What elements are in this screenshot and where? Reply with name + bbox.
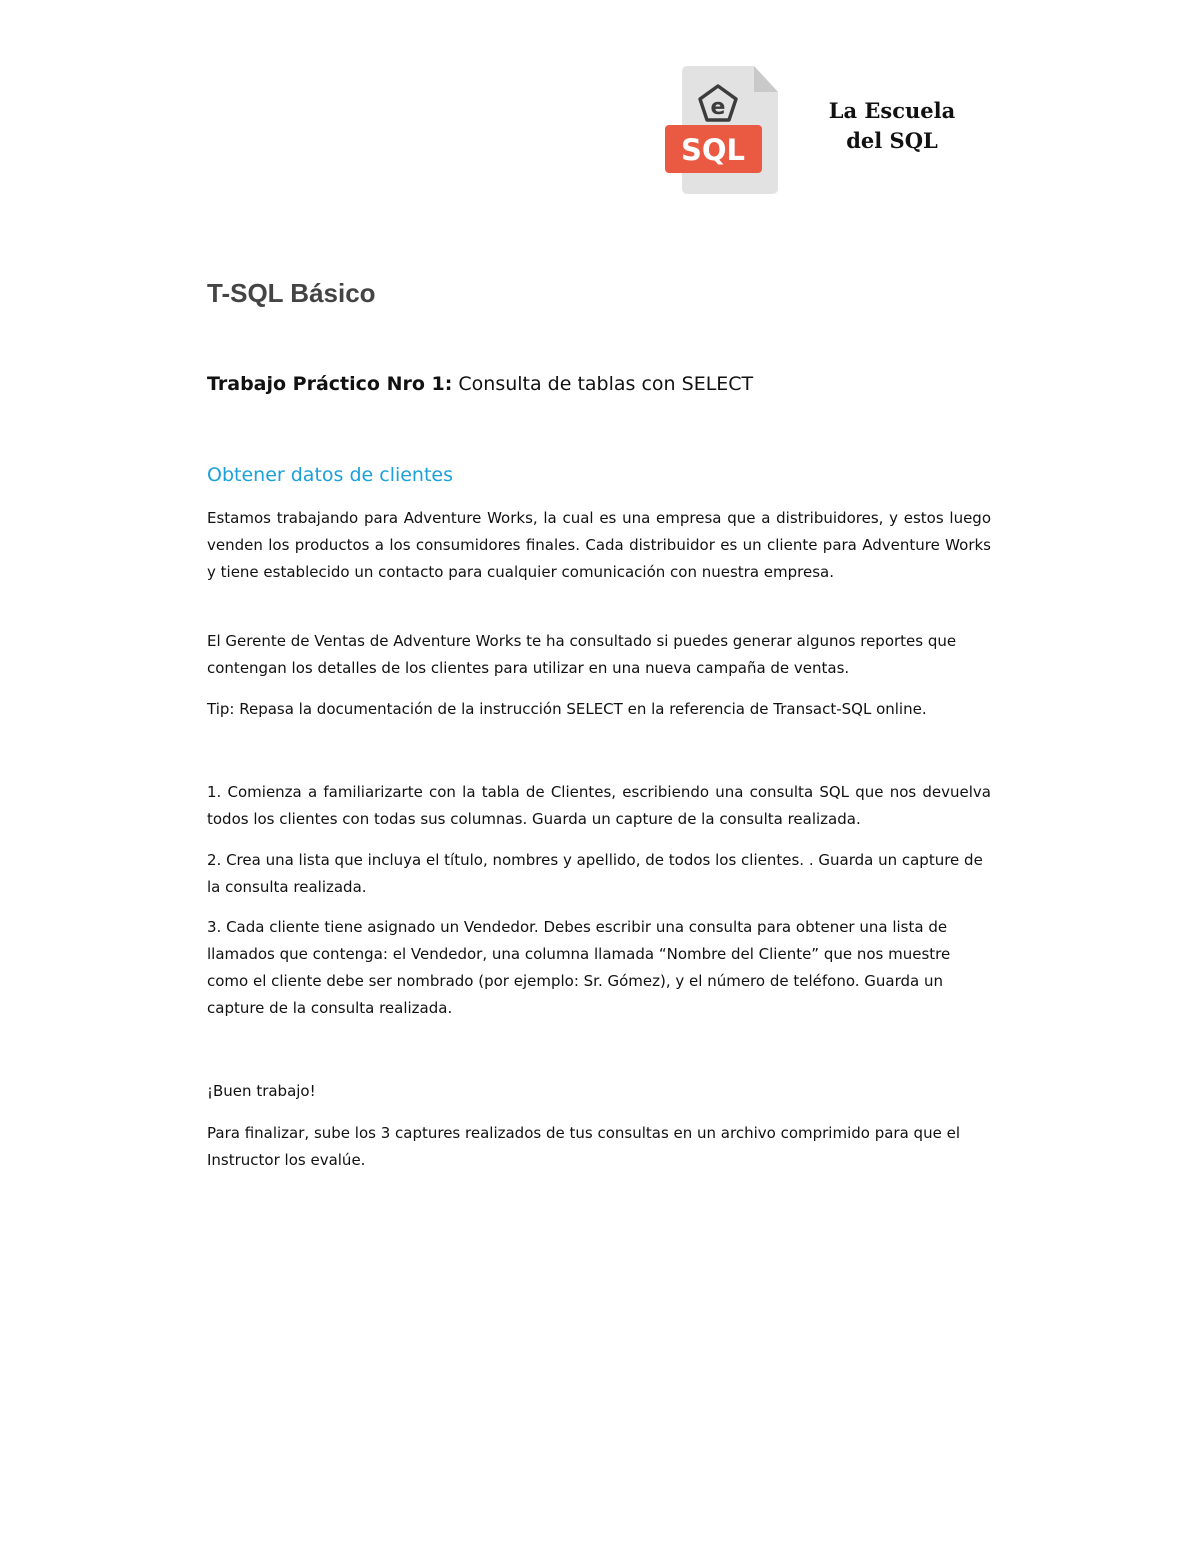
closing-text: ¡Buen trabajo! [207,1082,316,1100]
logo-badge-letter: e [710,95,726,120]
brand-line-1: La Escuela [828,98,956,123]
task-item: 2. Crea una lista que incluya el título, nombres y apellido, de todos los clientes. . Guarda un capture de la consulta realizada. [207,851,983,896]
task-item: 1. Comienza a familiarizarte con la tabla de Clientes, escribiendo una consulta SQL que nos devuelva todos los clientes con todas sus columnas. Guarda un capture de la consulta realizada. [207,783,991,828]
document-title: T-SQL Básico [207,278,376,308]
document-sql-icon [662,62,782,197]
intro-paragraph: El Gerente de Ventas de Adventure Works te ha consultado si puedes generar algunos reportes que contengan los detalles de los clientes para utilizar en una nueva campaña de ventas. [207,632,957,677]
assignment-label: Trabajo Práctico Nro 1: [207,373,453,395]
tip-paragraph: Tip: Repasa la documentación de la instrucción SELECT en la referencia de Transact-SQL online. [207,700,927,718]
intro-paragraph: Estamos trabajando para Adventure Works, la cual es una empresa que a distribuidores, y estos luego venden los productos a los consumidores finales. Cada distribuidor es un cliente para Adventure Works y tiene establecido un contacto para cualquier comunicación con nuestra empresa. [207,509,991,581]
assignment-subtitle [207,370,753,398]
section-heading: Obtener datos de clientes [207,464,454,486]
assignment-topic: Consulta de tablas con SELECT [458,373,754,395]
brand-name [812,96,972,156]
logo-badge-text: SQL [680,133,746,167]
brand-line-2: del SQL [846,128,938,153]
task-item: 3. Cada cliente tiene asignado un Vendedor. Debes escribir una consulta para obtener una lista de llamados que contenga: el Vendedor, una columna llamada “Nombre del Cliente” que nos muestre como el cliente debe ser nombrado (por ejemplo: Sr. Gómez), y el número de teléfono. Guarda un capture de la consulta realizada. [207,918,951,1017]
final-instructions: Para finalizar, sube los 3 captures realizados de tus consultas en un archivo comprimido para que el Instructor los evalúe. [207,1124,960,1169]
